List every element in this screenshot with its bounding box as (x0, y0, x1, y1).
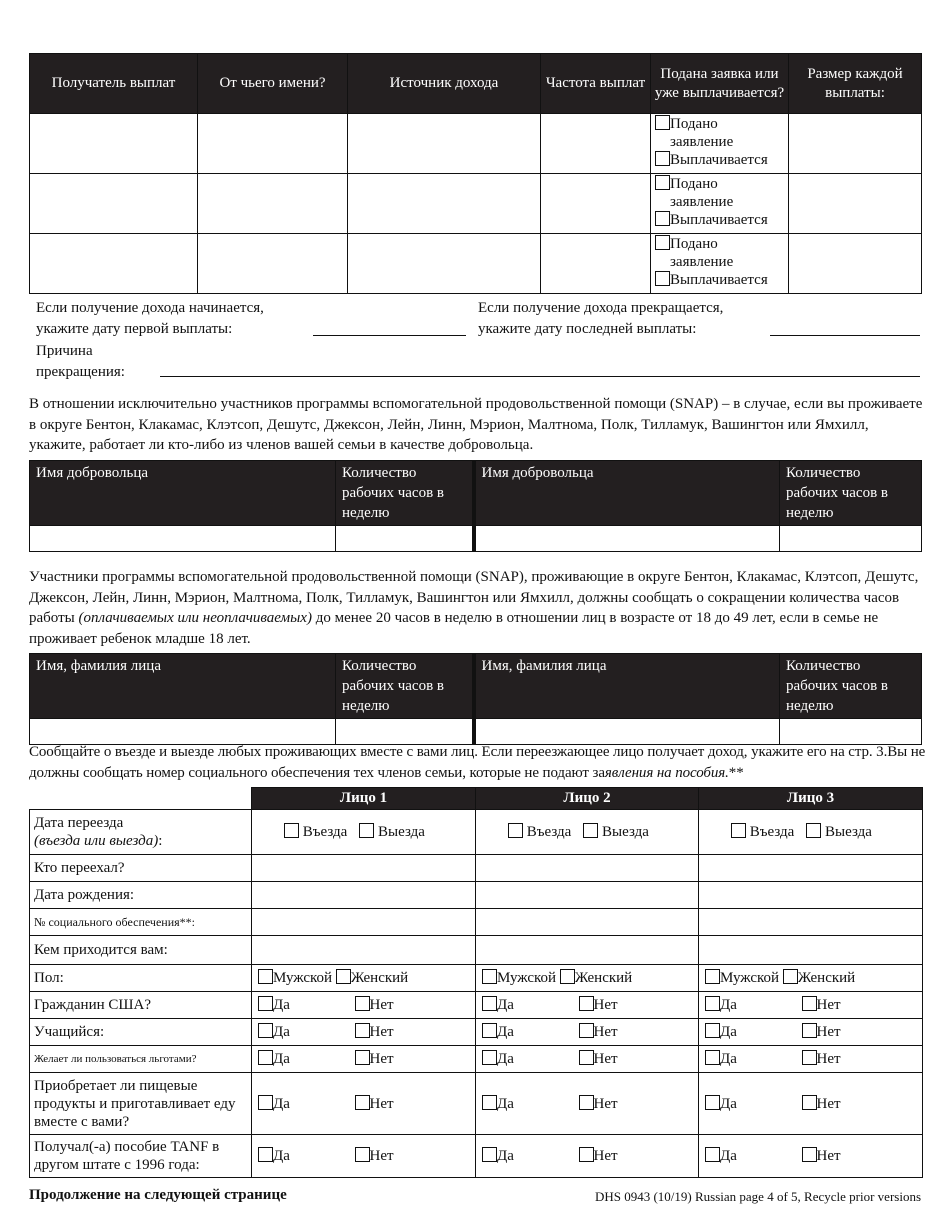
person-hours-cell[interactable] (336, 719, 474, 745)
volunteer-name-cell[interactable] (474, 526, 780, 552)
yes-checkbox[interactable] (482, 1147, 497, 1162)
volunteer-name-cell[interactable] (30, 526, 336, 552)
no-checkbox[interactable] (355, 996, 370, 1011)
end-date-field[interactable] (770, 335, 920, 336)
person-name-header: Имя, фамилия лица (474, 654, 780, 719)
start-date-label: Если получение дохода начинается, укажите дату первой выплаты: (36, 300, 264, 337)
relation-field[interactable] (476, 936, 699, 965)
male-checkbox[interactable] (705, 969, 720, 984)
female-checkbox[interactable] (783, 969, 798, 984)
status-cell: Подано заявление Выплачивается (651, 174, 789, 234)
yes-checkbox[interactable] (482, 1050, 497, 1065)
hours-reduction-table (29, 653, 922, 745)
volunteer-intro: В отношении исключительно участников программы вспомогательной продовольственной помощи (SNAP) – в случае, если вы проживаете в округе Бентон, Клакамас, Клэтсоп, Дешутс, Джексон, Лейн, Линн, Мэрион, Малтнома, Полк, Тилламук, Вашингтон или Ямхилл, укажите, работает ли кто-либо из членов вашей семьи в качестве добровольца. (29, 396, 923, 453)
person-hours-header: Количество рабочих часов в неделю (336, 654, 474, 719)
yes-checkbox[interactable] (705, 996, 720, 1011)
no-checkbox[interactable] (802, 1023, 817, 1038)
on-behalf-cell[interactable] (198, 234, 348, 294)
yes-checkbox[interactable] (705, 1023, 720, 1038)
volunteer-hours-header: Количество рабочих часов в неделю (780, 461, 922, 526)
moves-intro: Сообщайте о въезде и выезде любых проживающих вместе с вами лиц. Если переезжающее лицо получает доход, укажите его на стр. 3.Вы не должны сообщать номер социального обеспечения тех членов семьи, которые не подают заявления на пособия.** (29, 744, 926, 781)
person-name-cell[interactable] (30, 719, 336, 745)
exit-checkbox[interactable] (806, 823, 821, 838)
volunteer-name-header: Имя добровольца (474, 461, 780, 526)
yes-checkbox[interactable] (258, 1095, 273, 1110)
applied-checkbox[interactable] (655, 115, 670, 130)
benefits-label: Желает ли пользоваться льготами? (30, 1046, 252, 1073)
frequency-cell[interactable] (541, 234, 651, 294)
birth-date-label: Дата рождения: (30, 882, 252, 909)
hours-reduction-intro: Участники программы вспомогательной продовольственной помощи (SNAP), проживающие в округе Бентон, Клакамас, Клэтсоп, Дешутс, Джексон, Лейн, Линн, Мэрион, Малтнома, Полк, Тилламук, Вашингтон или Ямхилл, должны сообщать о сокращении количества часов работы (оплачиваемых или неоплачиваемых) до менее 20 часов в неделю в отношении лиц в возрасте от 18 до 49 лет, если в семье не проживает ребенок младше 18 лет. (29, 569, 919, 647)
household-moves-table: Лицо 1 Лицо 2 Лицо 3 Дата переезда (въезда или выезда): Въезда Выезда Въезда Выезда Въезда Выезда Кто переехал? Дата рождения: № социального обеспечения**: Кем приходится вам: Пол: Мужской Женский Мужской Женский Мужской Женский Гражданин США? Да Нет Да Нет Да Нет Учащийся: Да Нет Да Нет Да Нет Желает ли пользоваться льготами? Да Нет Да Нет Да Нет Приобретает ли пищевые продукты и приготавливает еду вместе с вами? Да Нет Да Нет Да Нет Получал(-а) пособие TANF в другом штате с 1996 года: Да Нет Да Нет Да Нет (29, 787, 923, 1178)
form-id: DHS 0943 (10/19) Russian page 4 of 5, Recycle prior versions (594, 1189, 921, 1204)
ssn-field[interactable] (699, 909, 923, 936)
person-name-header: Имя, фамилия лица (30, 654, 336, 719)
exit-checkbox[interactable] (583, 823, 598, 838)
male-checkbox[interactable] (258, 969, 273, 984)
no-checkbox[interactable] (355, 1147, 370, 1162)
no-checkbox[interactable] (579, 1023, 594, 1038)
volunteer-hours-cell[interactable] (780, 526, 922, 552)
payee-cell[interactable] (30, 174, 198, 234)
relation-field[interactable] (252, 936, 476, 965)
header-payee: Получатель выплат (30, 54, 198, 114)
amount-cell[interactable] (789, 234, 922, 294)
person-hours-header: Количество рабочих часов в неделю (780, 654, 922, 719)
person-3-header: Лицо 3 (699, 788, 923, 810)
no-checkbox[interactable] (355, 1023, 370, 1038)
yes-checkbox[interactable] (705, 1050, 720, 1065)
yes-checkbox[interactable] (705, 1147, 720, 1162)
status-cell: Подано заявление Выплачивается (651, 114, 789, 174)
volunteer-hours-cell[interactable] (336, 526, 474, 552)
yes-checkbox[interactable] (258, 996, 273, 1011)
amount-cell[interactable] (789, 174, 922, 234)
on-behalf-cell[interactable] (198, 174, 348, 234)
on-behalf-cell[interactable] (198, 114, 348, 174)
move-date-label: Дата переезда (въезда или выезда): (30, 810, 252, 855)
birth-date-field[interactable] (476, 882, 699, 909)
paid-checkbox[interactable] (655, 151, 670, 166)
who-moved-label: Кто переехал? (30, 855, 252, 882)
male-checkbox[interactable] (482, 969, 497, 984)
payee-cell[interactable] (30, 114, 198, 174)
no-checkbox[interactable] (802, 1050, 817, 1065)
no-checkbox[interactable] (579, 1147, 594, 1162)
who-moved-field[interactable] (476, 855, 699, 882)
header-frequency: Частота выплат (541, 54, 651, 114)
ssn-field[interactable] (476, 909, 699, 936)
food-label: Приобретает ли пищевые продукты и приготавливает еду вместе с вами? (30, 1073, 252, 1135)
payee-cell[interactable] (30, 234, 198, 294)
header-source: Источник дохода (348, 54, 541, 114)
start-date-field[interactable] (313, 335, 466, 336)
paid-checkbox[interactable] (655, 211, 670, 226)
no-checkbox[interactable] (802, 996, 817, 1011)
female-checkbox[interactable] (560, 969, 575, 984)
sex-label: Пол: (30, 965, 252, 992)
header-status: Подана заявка или уже выплачивается? (651, 54, 789, 114)
applied-checkbox[interactable] (655, 235, 670, 250)
reason-label: Причина прекращения: (36, 343, 125, 380)
who-moved-field[interactable] (252, 855, 476, 882)
relation-field[interactable] (699, 936, 923, 965)
person-hours-cell[interactable] (780, 719, 922, 745)
no-checkbox[interactable] (802, 1147, 817, 1162)
entry-checkbox[interactable] (731, 823, 746, 838)
volunteer-name-header: Имя добровольца (30, 461, 336, 526)
source-cell[interactable] (348, 114, 541, 174)
no-checkbox[interactable] (579, 1095, 594, 1110)
person-name-cell[interactable] (474, 719, 780, 745)
income-table (29, 53, 922, 294)
end-date-label: Если получение дохода прекращается, укажите дату последней выплаты: (478, 300, 724, 337)
yes-checkbox[interactable] (482, 1095, 497, 1110)
relation-label: Кем приходится вам: (30, 936, 252, 965)
reason-field[interactable] (160, 376, 920, 377)
volunteer-table (29, 460, 922, 552)
citizen-label: Гражданин США? (30, 992, 252, 1019)
income-row (30, 234, 922, 294)
header-on-behalf: От чьего имени? (198, 54, 348, 114)
frequency-cell[interactable] (541, 174, 651, 234)
exit-checkbox[interactable] (359, 823, 374, 838)
header-amount: Размер каждой выплаты: (789, 54, 922, 114)
applied-checkbox[interactable] (655, 175, 670, 190)
birth-date-field[interactable] (252, 882, 476, 909)
status-cell: Подано заявление Выплачивается (651, 234, 789, 294)
yes-checkbox[interactable] (258, 1050, 273, 1065)
ssn-field[interactable] (252, 909, 476, 936)
yes-checkbox[interactable] (482, 1023, 497, 1038)
yes-checkbox[interactable] (482, 996, 497, 1011)
who-moved-field[interactable] (699, 855, 923, 882)
student-label: Учащийся: (30, 1019, 252, 1046)
ssn-label: № социального обеспечения**: (30, 909, 252, 936)
income-row (30, 174, 922, 234)
amount-cell[interactable] (789, 114, 922, 174)
volunteer-hours-header: Количество рабочих часов в неделю (336, 461, 474, 526)
no-checkbox[interactable] (802, 1095, 817, 1110)
yes-checkbox[interactable] (705, 1095, 720, 1110)
no-checkbox[interactable] (579, 1050, 594, 1065)
paid-checkbox[interactable] (655, 271, 670, 286)
person-2-header: Лицо 2 (476, 788, 699, 810)
female-checkbox[interactable] (336, 969, 351, 984)
no-checkbox[interactable] (355, 1095, 370, 1110)
continued-note: Продолжение на следующей странице (29, 1187, 287, 1203)
source-cell[interactable] (348, 234, 541, 294)
entry-checkbox[interactable] (508, 823, 523, 838)
no-checkbox[interactable] (579, 996, 594, 1011)
yes-checkbox[interactable] (258, 1147, 273, 1162)
yes-checkbox[interactable] (258, 1023, 273, 1038)
source-cell[interactable] (348, 174, 541, 234)
birth-date-field[interactable] (699, 882, 923, 909)
frequency-cell[interactable] (541, 114, 651, 174)
entry-checkbox[interactable] (284, 823, 299, 838)
no-checkbox[interactable] (355, 1050, 370, 1065)
person-1-header: Лицо 1 (252, 788, 476, 810)
income-row (30, 114, 922, 174)
tanf-label: Получал(-а) пособие TANF в другом штате с 1996 года: (30, 1135, 252, 1178)
